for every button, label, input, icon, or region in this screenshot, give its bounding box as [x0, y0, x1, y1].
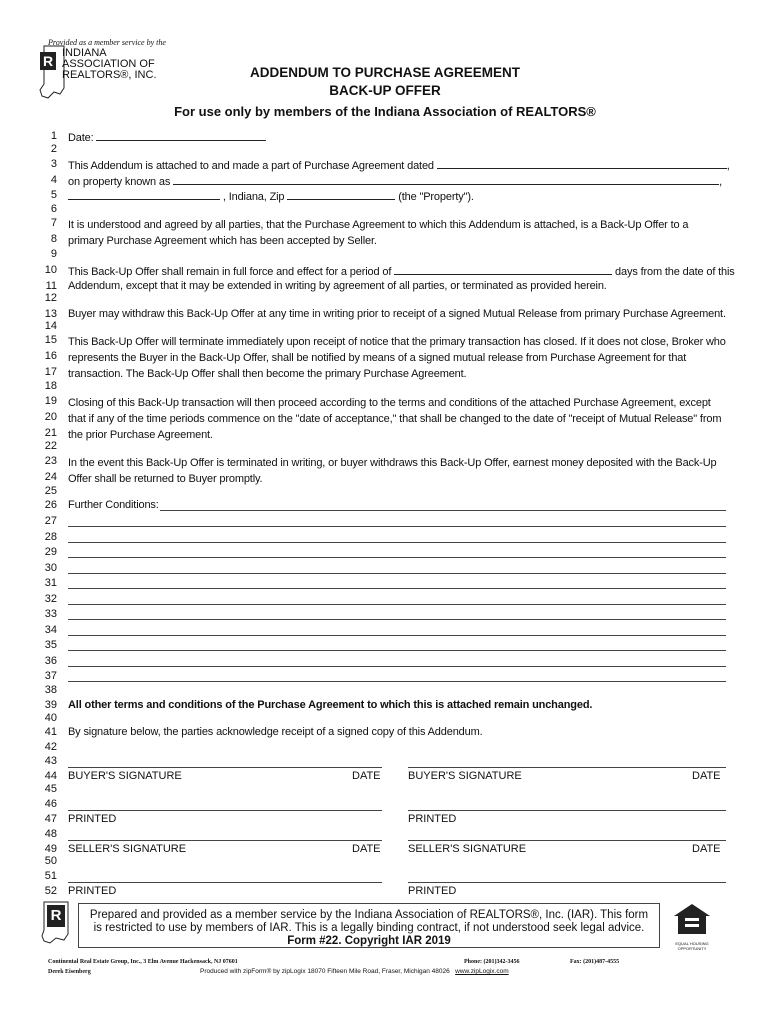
further-conditions-line[interactable] — [68, 635, 726, 636]
further-conditions-line[interactable] — [68, 619, 726, 620]
city-zip-line — [68, 189, 474, 203]
line-number: 4 — [50, 174, 57, 186]
line-number: 11 — [45, 280, 57, 292]
seller2-date-label: DATE — [692, 843, 721, 855]
further-conditions-line[interactable] — [68, 542, 726, 543]
seller2-printed-label: PRINTED — [408, 885, 457, 897]
line-number: 38 — [44, 684, 57, 696]
line-number: 10 — [44, 264, 57, 276]
line-number: 45 — [44, 783, 57, 795]
city-field[interactable] — [68, 189, 220, 200]
equal-housing-text: EQUAL HOUSING OPPORTUNITY — [675, 941, 709, 951]
buyer1-signature-line[interactable] — [68, 767, 382, 768]
agent-name: Derek Eisenberg — [48, 969, 91, 975]
line-number: 14 — [44, 320, 57, 332]
line-number: 18 — [44, 380, 57, 392]
line-number: 20 — [44, 411, 57, 423]
line-number: 35 — [44, 639, 57, 651]
line-number: 17 — [44, 366, 57, 378]
line-number: 1 — [50, 130, 57, 142]
paragraph-terminate: This Back-Up Offer will terminate immediately upon receipt of notice that the primary transaction has closed. If it does not close, Broker who represents the Buyer in the Back-Up Offer, shall be notified by means of a signed mutual release from Purchase Agreement for that transaction. The Back-Up Offer shall then become the primary Purchase Agreement. — [68, 336, 726, 380]
line-number: 27 — [44, 515, 57, 527]
line-number: 39 — [44, 699, 57, 711]
line-number: 33 — [44, 608, 57, 620]
line-number: 22 — [44, 440, 57, 452]
equal-housing-icon — [672, 902, 712, 936]
buyer2-signature-label: BUYER'S SIGNATURE — [408, 770, 522, 782]
line-number: 43 — [44, 755, 57, 767]
line-number: 24 — [44, 471, 57, 483]
logo-org-line2: ASSOCIATION OF — [62, 58, 155, 70]
property-address-field[interactable] — [173, 174, 719, 185]
property-label: on property known as — [68, 176, 171, 188]
line-number: 3 — [50, 158, 57, 170]
period-text: This Back-Up Offer shall remain in full force and effect for a period of — [68, 266, 392, 278]
seller2-printed-line[interactable] — [408, 882, 726, 883]
seller1-date-label: DATE — [352, 843, 381, 855]
indiana-zip-label: , Indiana, Zip — [222, 191, 285, 203]
date-field[interactable] — [96, 130, 266, 141]
realtor-badge-icon: R — [40, 52, 56, 70]
paragraph-withdraw: Buyer may withdraw this Back-Up Offer at any time in writing prior to receipt of a signed Mutual Release from primary Purchase Agreement. — [68, 308, 726, 320]
form-copyright: Form #22. Copyright IAR 2019 — [287, 935, 451, 947]
agreement-date-field[interactable] — [437, 158, 727, 169]
buyer1-printed-label: PRINTED — [68, 813, 117, 825]
company-info: Continental Real Estate Group, Inc., 3 Elm Avenue Hackensack, NJ 07601 — [48, 959, 238, 965]
footer-realtor-logo — [38, 900, 72, 944]
footer-notice-box — [78, 903, 660, 948]
paragraph-closing: Closing of this Back-Up transaction will then proceed according to the terms and conditions of the attached Purchase Agreement, except that if any of the time periods commence on the "date of acceptance," that shall be changed to the date of "receipt of Mutual Release" from the prior Purchase Agreement. — [68, 397, 722, 441]
line-number: 31 — [44, 577, 57, 589]
property-line — [68, 174, 722, 188]
line-number: 16 — [44, 350, 57, 362]
zip-field[interactable] — [287, 189, 395, 200]
line-number: 40 — [44, 712, 57, 724]
line-number: 26 — [44, 499, 57, 511]
document-title: ADDENDUM TO PURCHASE AGREEMENT — [249, 65, 520, 80]
line-number: 37 — [44, 670, 57, 682]
agreement-date-text: This Addendum is attached to and made a part of Purchase Agreement dated — [68, 160, 434, 172]
line-number: 9 — [50, 248, 57, 260]
line-number: 42 — [44, 741, 57, 753]
further-conditions-line[interactable] — [68, 526, 726, 527]
line-number: 52 — [44, 885, 57, 897]
further-conditions-line[interactable] — [68, 557, 726, 558]
line-number: 8 — [50, 233, 57, 245]
line-number: 30 — [44, 562, 57, 574]
line-number: 47 — [44, 813, 57, 825]
line-number: 51 — [44, 870, 57, 882]
footer-notice-line2: is restricted to use by members of IAR. This is a legally binding contract, if not understood seek legal advice. — [93, 922, 645, 934]
line-number: 12 — [44, 292, 57, 304]
further-conditions-line[interactable] — [68, 573, 726, 574]
member-use-notice: For use only by members of the Indiana Association of REALTORS® — [174, 104, 596, 119]
further-conditions-line[interactable] — [68, 650, 726, 651]
buyer1-printed-line[interactable] — [68, 810, 382, 811]
seller1-printed-label: PRINTED — [68, 885, 117, 897]
extension-line: Addendum, except that it may be extended in writing by agreement of all parties, or terminated as provided herein. — [68, 280, 607, 292]
buyer2-date-label: DATE — [692, 770, 721, 782]
paragraph-backup-offer: It is understood and agreed by all parties, that the Purchase Agreement to which this Addendum is attached, is a Back-Up Offer to a primary Purchase Agreement which has been accepted by Seller. — [68, 219, 689, 247]
line-number: 23 — [44, 455, 57, 467]
line-number: 25 — [44, 485, 57, 497]
buyer2-signature-line[interactable] — [408, 767, 726, 768]
buyer2-printed-label: PRINTED — [408, 813, 457, 825]
logo-org-line3: REALTORS®, INC. — [62, 69, 157, 81]
buyer1-signature-label: BUYER'S SIGNATURE — [68, 770, 182, 782]
period-end-text: days from the date of this — [615, 266, 735, 278]
line-number: 50 — [44, 855, 57, 867]
line-number: 6 — [50, 203, 57, 215]
date-line — [68, 130, 266, 144]
further-conditions-line[interactable] — [68, 681, 726, 682]
document-subtitle-backup-offer: BACK-UP OFFER — [329, 83, 441, 98]
line-number: 41 — [44, 726, 57, 738]
line-number: 34 — [44, 624, 57, 636]
seller2-signature-label: SELLER'S SIGNATURE — [408, 843, 527, 855]
seller1-signature-line[interactable] — [68, 840, 382, 841]
unchanged-terms: All other terms and conditions of the Purchase Agreement to which this is attached remain unchanged. — [68, 699, 593, 711]
line-number: 13 — [44, 308, 57, 320]
paragraph-earnest-money: In the event this Back-Up Offer is terminated in writing, or buyer withdraws this Back-Up Offer, earnest money deposited with the Back-Up Offer shall be returned to Buyer promptly. — [68, 457, 717, 485]
seller1-signature-label: SELLER'S SIGNATURE — [68, 843, 187, 855]
acknowledge-receipt: By signature below, the parties acknowledge receipt of a signed copy of this Addendum. — [68, 726, 483, 738]
line-number: 7 — [50, 217, 57, 229]
comma: , — [726, 160, 730, 172]
buyer1-date-label: DATE — [352, 770, 381, 782]
line-number: 5 — [50, 189, 57, 201]
line-number: 49 — [44, 843, 57, 855]
line-number: 48 — [44, 828, 57, 840]
line-number: 36 — [44, 655, 57, 667]
line-number: 19 — [44, 395, 57, 407]
equal-housing-logo — [668, 902, 716, 951]
logo-org-line1: INDIANA — [62, 47, 107, 59]
company-fax: Fax: (201)487-4555 — [570, 959, 620, 965]
days-field[interactable] — [394, 264, 612, 275]
property-def: (the "Property"). — [398, 191, 474, 203]
further-conditions-label: Further Conditions: — [68, 499, 159, 511]
further-conditions-first-line[interactable] — [160, 510, 726, 511]
agreement-date-line — [68, 158, 730, 172]
further-conditions-line[interactable] — [68, 588, 726, 589]
seller2-signature-line[interactable] — [408, 840, 726, 841]
company-phone: Phone: (201)342-3456 — [464, 959, 520, 965]
footer-notice-line1: Prepared and provided as a member service by the Indiana Association of REALTORS®, Inc. (IAR). This form — [89, 909, 649, 921]
produced-text: Produced with zipForm® by zipLogix 18070 Fifteen Mile Road, Fraser, Michigan 48026 — [200, 968, 450, 975]
line-number: 29 — [44, 546, 57, 558]
date-label: Date: — [68, 132, 94, 144]
logo-tagline: Provided as a member service by the — [48, 38, 166, 47]
buyer2-printed-line[interactable] — [408, 810, 726, 811]
line-number: 32 — [44, 593, 57, 605]
realtor-badge-icon: R — [47, 905, 65, 927]
line-number: 46 — [44, 798, 57, 810]
line-number: 2 — [50, 143, 57, 155]
seller1-printed-line[interactable] — [68, 882, 382, 883]
line-number: 28 — [44, 531, 57, 543]
further-conditions-line[interactable] — [68, 604, 726, 605]
period-line — [68, 264, 735, 278]
line-number: 44 — [44, 770, 57, 782]
ziplogix-link[interactable]: www.zipLogix.com — [455, 968, 509, 975]
line-number: 21 — [44, 427, 57, 439]
produced-with-line — [200, 968, 509, 976]
further-conditions-line[interactable] — [68, 666, 726, 667]
comma: , — [719, 176, 722, 188]
line-number: 15 — [44, 334, 57, 346]
